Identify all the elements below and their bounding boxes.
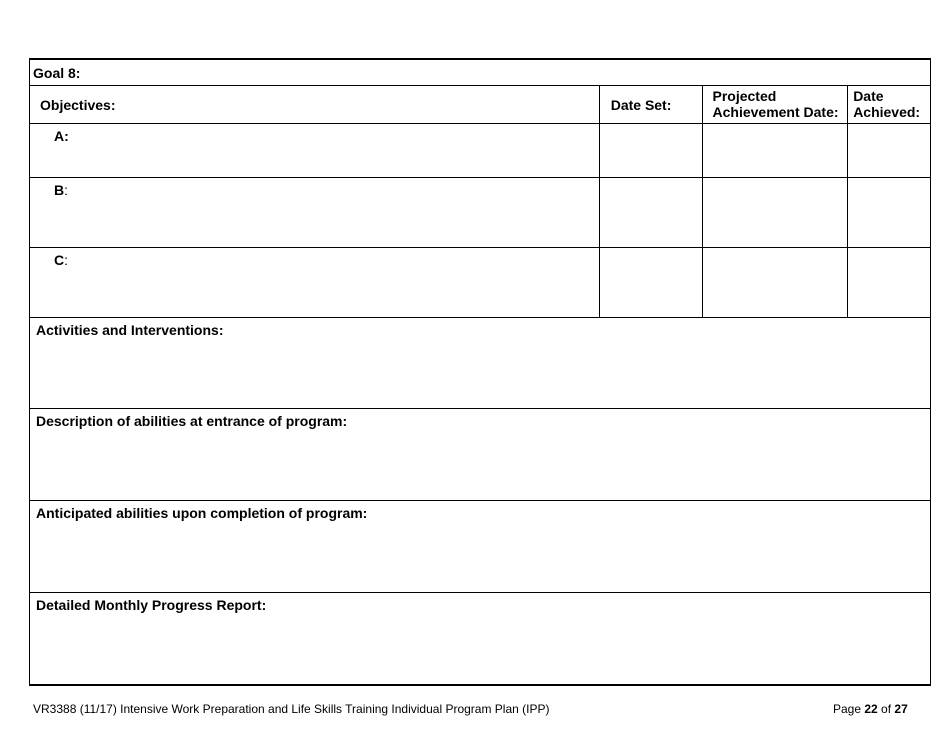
form-bottom-border (29, 684, 931, 686)
form-title-footer: VR3388 (11/17) Intensive Work Preparation and Life Skills Training Individual Program Plan (IPP) (33, 702, 550, 716)
page-current: 22 (864, 702, 878, 716)
goal-label: Goal 8: (33, 65, 81, 81)
objectives-header-row (30, 86, 930, 124)
monthly-progress-report-label: Detailed Monthly Progress Report: (36, 597, 267, 613)
objective-row-c (30, 248, 930, 318)
objective-c-colon: : (64, 252, 69, 268)
page-total: 27 (894, 702, 908, 716)
objectives-header: Objectives: (30, 86, 600, 123)
objective-c-date-set-field[interactable] (600, 248, 703, 317)
objective-a-date-set-field[interactable] (600, 124, 703, 177)
page-number-footer (833, 702, 908, 716)
monthly-progress-report-section[interactable] (30, 593, 930, 684)
objective-b-date-set-field[interactable] (600, 178, 703, 247)
projected-header-line1: Projected (712, 88, 777, 104)
objective-b-projected-date-field[interactable] (703, 178, 849, 247)
objective-row-b (30, 178, 930, 248)
entrance-abilities-label: Description of abilities at entrance of program: (36, 413, 348, 429)
goal-form (29, 59, 931, 684)
objective-b-field[interactable] (30, 178, 600, 247)
projected-achievement-date-header (703, 86, 849, 123)
objective-row-a (30, 124, 930, 178)
objective-a-date-achieved-field[interactable] (848, 124, 930, 177)
activities-section[interactable] (30, 318, 930, 409)
objective-b-colon: : (64, 182, 69, 198)
objective-c-date-achieved-field[interactable] (848, 248, 930, 317)
projected-header-line2: Achievement Date: (712, 104, 839, 120)
page-of: of (877, 702, 895, 716)
entrance-abilities-section[interactable] (30, 409, 930, 501)
objective-c-field[interactable] (30, 248, 600, 317)
anticipated-abilities-label: Anticipated abilities upon completion of program: (36, 505, 368, 521)
page-prefix: Page (833, 702, 865, 716)
date-achieved-header (848, 86, 930, 123)
achieved-header-line1: Date (853, 88, 884, 104)
achieved-header-line2: Achieved: (853, 104, 921, 120)
anticipated-abilities-section[interactable] (30, 501, 930, 593)
objective-a-letter: A (54, 128, 65, 144)
activities-label: Activities and Interventions: (36, 322, 224, 338)
objective-b-date-achieved-field[interactable] (848, 178, 930, 247)
objective-a-projected-date-field[interactable] (703, 124, 849, 177)
date-set-header: Date Set: (600, 86, 703, 123)
objective-a-colon: : (64, 128, 69, 144)
objective-c-letter: C (54, 252, 65, 268)
goal-row (30, 59, 930, 86)
objective-a-field[interactable] (30, 124, 600, 177)
objective-c-projected-date-field[interactable] (703, 248, 849, 317)
objective-b-letter: B (54, 182, 65, 198)
